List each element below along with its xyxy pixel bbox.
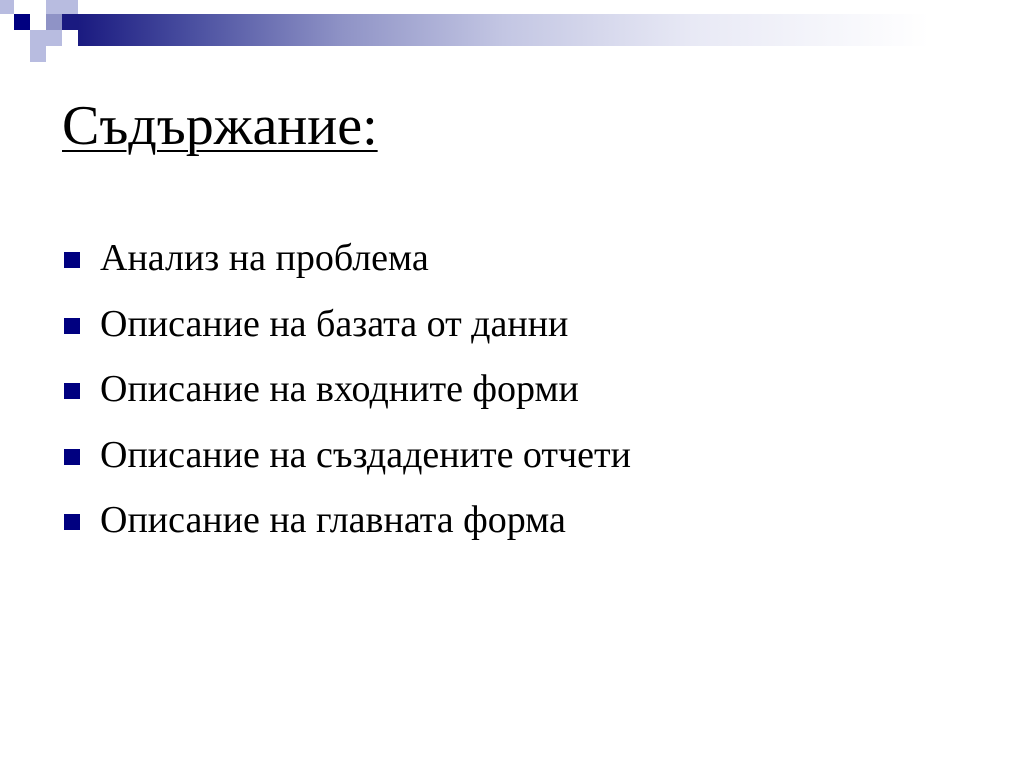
- list-item: [64, 431, 631, 497]
- list-item: [64, 365, 631, 431]
- corner-square: [30, 46, 46, 62]
- corner-square: [30, 30, 46, 46]
- bullet-text: Описание на главната форма: [100, 499, 566, 541]
- square-bullet-icon: [64, 514, 80, 530]
- bullet-text: Описание на базата от данни: [100, 302, 569, 345]
- slide-title: Съдържание:: [62, 95, 378, 157]
- square-bullet-icon: [64, 318, 80, 334]
- square-bullet-icon: [64, 383, 80, 399]
- square-bullet-icon: [64, 252, 80, 268]
- corner-square: [46, 0, 62, 14]
- bullet-list: [64, 234, 631, 562]
- bullet-text: Анализ на проблема: [100, 237, 429, 279]
- list-item: [64, 234, 631, 300]
- bullet-text: Описание на входните форми: [100, 368, 579, 410]
- bullet-text: Описание на създадените отчети: [100, 433, 631, 476]
- corner-square: [0, 0, 14, 14]
- corner-square: [14, 14, 30, 30]
- corner-square: [46, 14, 62, 30]
- header-gradient-band: [78, 14, 1024, 46]
- square-bullet-icon: [64, 449, 80, 465]
- corner-square: [62, 14, 78, 30]
- list-item: [64, 496, 631, 562]
- list-item: [64, 300, 631, 366]
- corner-decoration: [0, 0, 80, 64]
- corner-square: [46, 30, 62, 46]
- corner-square: [62, 0, 78, 14]
